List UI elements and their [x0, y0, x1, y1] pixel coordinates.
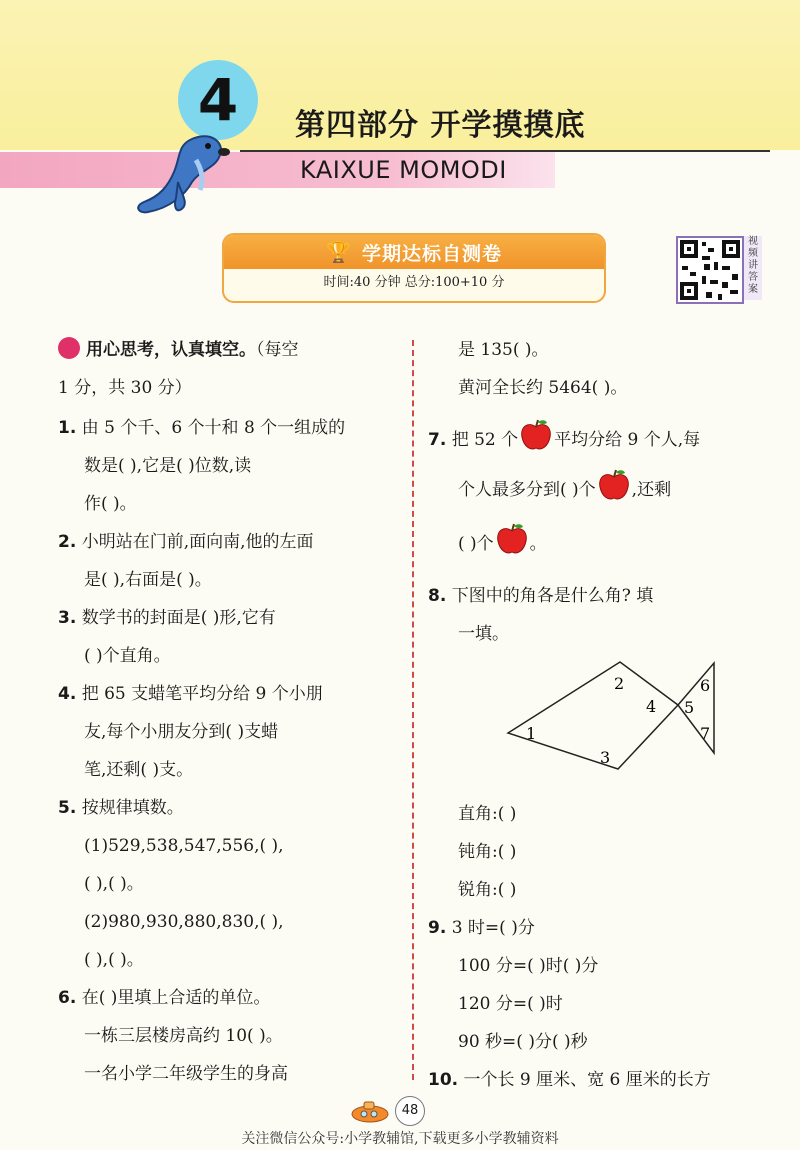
apple-icon: [494, 521, 530, 557]
pinyin-title: KAIXUE MOMODI: [300, 156, 507, 184]
angle-label: 2: [614, 674, 625, 693]
acute-angle-answer: 锐角:( ): [458, 880, 517, 900]
question-1-line: 数是( ),它是( )位数,读: [84, 456, 252, 476]
question-7: 7. 把 52 个 平均分给 9 个人,每: [428, 417, 778, 463]
question-9-line: 100 分=( )时( )分: [458, 956, 599, 976]
footer-text: 关注微信公众号:小学教辅馆,下载更多小学教辅资料: [241, 1131, 559, 1147]
column-divider: [412, 340, 414, 1080]
question-5-line: (2)980,930,880,830,( ),: [84, 912, 284, 932]
angle-label: 4: [646, 697, 657, 716]
question-1-line: 作( )。: [84, 494, 137, 514]
test-banner: [222, 233, 606, 303]
left-column: [58, 331, 406, 1093]
question-2: 2. 小明站在门前,面向南,他的左面: [58, 532, 314, 552]
question-8-line: 一填。: [458, 624, 509, 644]
right-column: [428, 331, 778, 1099]
question-5-line: ( ),( )。: [84, 874, 144, 894]
question-2-line: 是( ),右面是( )。: [84, 570, 212, 590]
video-answer-label: 视频讲答案: [744, 236, 762, 300]
chapter-number: 4: [178, 60, 258, 140]
page-number: 48: [395, 1096, 425, 1126]
angle-label: 5: [684, 698, 695, 717]
question-6-continued: 黄河全长约 5464( )。: [458, 378, 628, 398]
question-5-line: (1)529,538,547,556,( ),: [84, 836, 284, 856]
question-1: 1. 由 5 个千、6 个十和 8 个一组成的: [58, 418, 346, 438]
page-title: 第四部分 开学摸摸底: [295, 108, 586, 143]
question-5: 5. 按规律填数。: [58, 798, 184, 818]
qr-code-icon[interactable]: [676, 236, 744, 304]
question-3: 3. 数学书的封面是( )形,它有: [58, 608, 276, 628]
question-3-line: ( )个直角。: [84, 646, 171, 666]
obtuse-angle-answer: 钝角:( ): [458, 842, 517, 862]
angle-label: 1: [526, 724, 537, 743]
question-8: 8. 下图中的角各是什么角? 填: [428, 586, 654, 606]
angle-label: 7: [700, 724, 711, 743]
question-9-line: 90 秒=( )分( )秒: [458, 1032, 588, 1052]
apple-icon: [596, 467, 632, 503]
question-4-line: 友,每个小朋友分到( )支蜡: [84, 722, 279, 742]
trophy-icon: 🏆: [326, 240, 352, 264]
question-6: 6. 在( )里填上合适的单位。: [58, 988, 271, 1008]
question-9-line: 120 分=( )时: [458, 994, 563, 1014]
angle-label: 3: [600, 748, 611, 767]
question-5-line: ( ),( )。: [84, 950, 144, 970]
question-10: 10. 一个长 9 厘米、宽 6 厘米的长方: [428, 1070, 711, 1090]
section-marker: [58, 337, 80, 359]
section-heading: 用心思考，认真填空。（每空: [58, 331, 406, 369]
question-4: 4. 把 65 支蜡笔平均分给 9 个小朋: [58, 684, 323, 704]
banner-title: 学期达标自测卷: [361, 242, 502, 265]
question-4-line: 笔,还剩( )支。: [84, 760, 194, 780]
banner-info: 时间:40 分钟 总分:100+10 分: [323, 275, 505, 290]
question-9: 9. 3 时=( )分: [428, 918, 535, 938]
right-angle-answer: 直角:( ): [458, 804, 517, 824]
title-underline: [240, 150, 770, 152]
apple-icon: [518, 417, 554, 453]
question-6-continued: 是 135( )。: [458, 340, 549, 360]
section-note: 1 分，共 30 分）: [58, 378, 192, 398]
question-6-line: 一栋三层楼房高约 10( )。: [84, 1026, 283, 1046]
submarine-icon: [348, 1100, 396, 1124]
angle-figure: [428, 657, 778, 785]
seal-mascot-icon: [130, 120, 240, 220]
question-7-line: ( )个 。: [428, 517, 778, 571]
question-7-line: 个人最多分到( )个 ,还剩: [428, 463, 778, 517]
question-6-line: 一名小学二年级学生的身高: [84, 1064, 288, 1084]
angle-label: 6: [700, 676, 711, 695]
